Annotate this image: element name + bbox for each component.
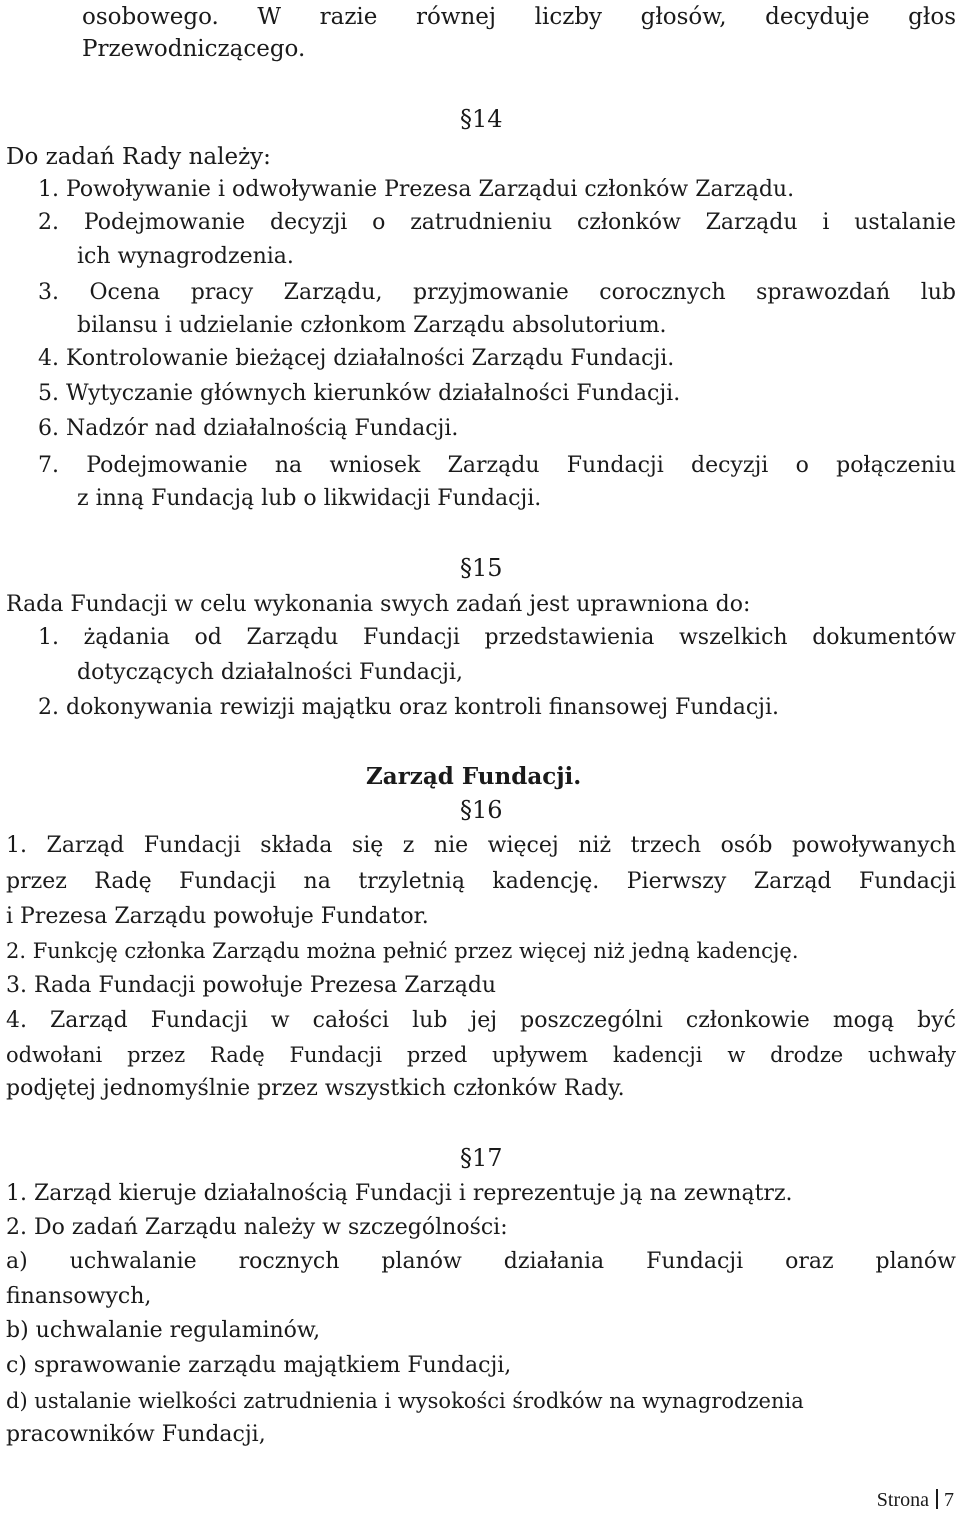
list-item-continuation: bilansu i udzielanie członkom Zarządu absolutorium. xyxy=(77,313,667,338)
list-item: a) uchwalanie rocznych planów działania Fundacji oraz planów xyxy=(6,1249,956,1274)
list-item-continuation: dotyczących działalności Fundacji, xyxy=(77,660,463,685)
page-number: 7 xyxy=(944,1489,954,1511)
section-number-text: 17 xyxy=(472,1144,503,1172)
list-item: 7. Podejmowanie na wniosek Zarządu Fundacji decyzji o połączeniu xyxy=(38,453,956,478)
paragraph-line: Przewodniczącego. xyxy=(82,36,306,62)
section-heading: Zarząd Fundacji. xyxy=(366,763,582,790)
list-item: b) uchwalanie regulaminów, xyxy=(6,1318,321,1343)
paragraph-line: 3. Rada Fundacji powołuje Prezesa Zarządu xyxy=(6,973,497,998)
section-number-14 xyxy=(460,102,503,136)
section-number-15 xyxy=(460,551,503,585)
list-item: c) sprawowanie zarządu majątkiem Fundacji, xyxy=(6,1353,512,1378)
paragraph-line: osobowego. W razie równej liczby głosów, decyduje głos xyxy=(82,4,956,30)
list-item-continuation: pracowników Fundacji, xyxy=(6,1422,266,1447)
paragraph-line: przez Radę Fundacji na trzyletnią kadencję. Pierwszy Zarząd Fundacji xyxy=(6,869,956,894)
list-item: 3. Ocena pracy Zarządu, przyjmowanie corocznych sprawozdań lub xyxy=(38,280,956,305)
list-item: 2. dokonywania rewizji majątku oraz kontroli finansowej Fundacji. xyxy=(38,695,780,720)
list-item: 5. Wytyczanie głównych kierunków działalności Fundacji. xyxy=(38,381,681,406)
section-number-text: 16 xyxy=(472,796,503,824)
section-number-text: 14 xyxy=(472,105,503,133)
section-number-text: 15 xyxy=(472,554,503,582)
paragraph-line: 2. Do zadań Zarządu należy w szczególności: xyxy=(6,1215,508,1240)
list-item: 2. Podejmowanie decyzji o zatrudnieniu członków Zarządu i ustalanie xyxy=(38,210,956,235)
paragraph-line: 1. Zarząd kieruje działalnością Fundacji i reprezentuje ją na zewnątrz. xyxy=(6,1181,793,1206)
section-intro: Rada Fundacji w celu wykonania swych zadań jest uprawniona do: xyxy=(6,592,751,617)
list-item-continuation: ich wynagrodzenia. xyxy=(77,244,294,269)
list-item-continuation: z inną Fundacją lub o likwidacji Fundacji. xyxy=(77,486,542,511)
page-footer xyxy=(877,1488,954,1512)
list-item-continuation: finansowych, xyxy=(6,1284,152,1309)
paragraph-line: 2. Funkcję członka Zarządu można pełnić przez więcej niż jedną kadencję. xyxy=(6,939,799,963)
list-item: d) ustalanie wielkości zatrudnienia i wysokości środków na wynagrodzenia xyxy=(6,1389,804,1413)
paragraph-line: 1. Zarząd Fundacji składa się z nie więcej niż trzech osób powoływanych xyxy=(6,833,956,858)
paragraph-line: 4. Zarząd Fundacji w całości lub jej poszczególni członkowie mogą być xyxy=(6,1008,956,1033)
paragraph-line: podjętej jednomyślnie przez wszystkich członków Rady. xyxy=(6,1076,625,1101)
paragraph-line: i Prezesa Zarządu powołuje Fundator. xyxy=(6,904,429,929)
footer-label: Strona xyxy=(876,1489,929,1511)
section-number-16 xyxy=(460,793,503,827)
list-item: 6. Nadzór nad działalnością Fundacji. xyxy=(38,416,459,441)
section-sign xyxy=(460,105,472,133)
footer-divider xyxy=(936,1489,938,1509)
section-sign xyxy=(460,554,472,582)
list-item: 1. Powoływanie i odwoływanie Prezesa Zarządui członków Zarządu. xyxy=(38,177,795,202)
list-item: 1. żądania od Zarządu Fundacji przedstawienia wszelkich dokumentów xyxy=(38,625,956,650)
section-number-17 xyxy=(460,1141,503,1175)
list-item: 4. Kontrolowanie bieżącej działalności Zarządu Fundacji. xyxy=(38,346,675,371)
paragraph-line: odwołani przez Radę Fundacji przed upływem kadencji w drodze uchwały xyxy=(6,1043,956,1067)
section-sign xyxy=(460,796,472,824)
section-intro: Do zadań Rady należy: xyxy=(6,144,271,170)
section-sign xyxy=(460,1144,472,1172)
